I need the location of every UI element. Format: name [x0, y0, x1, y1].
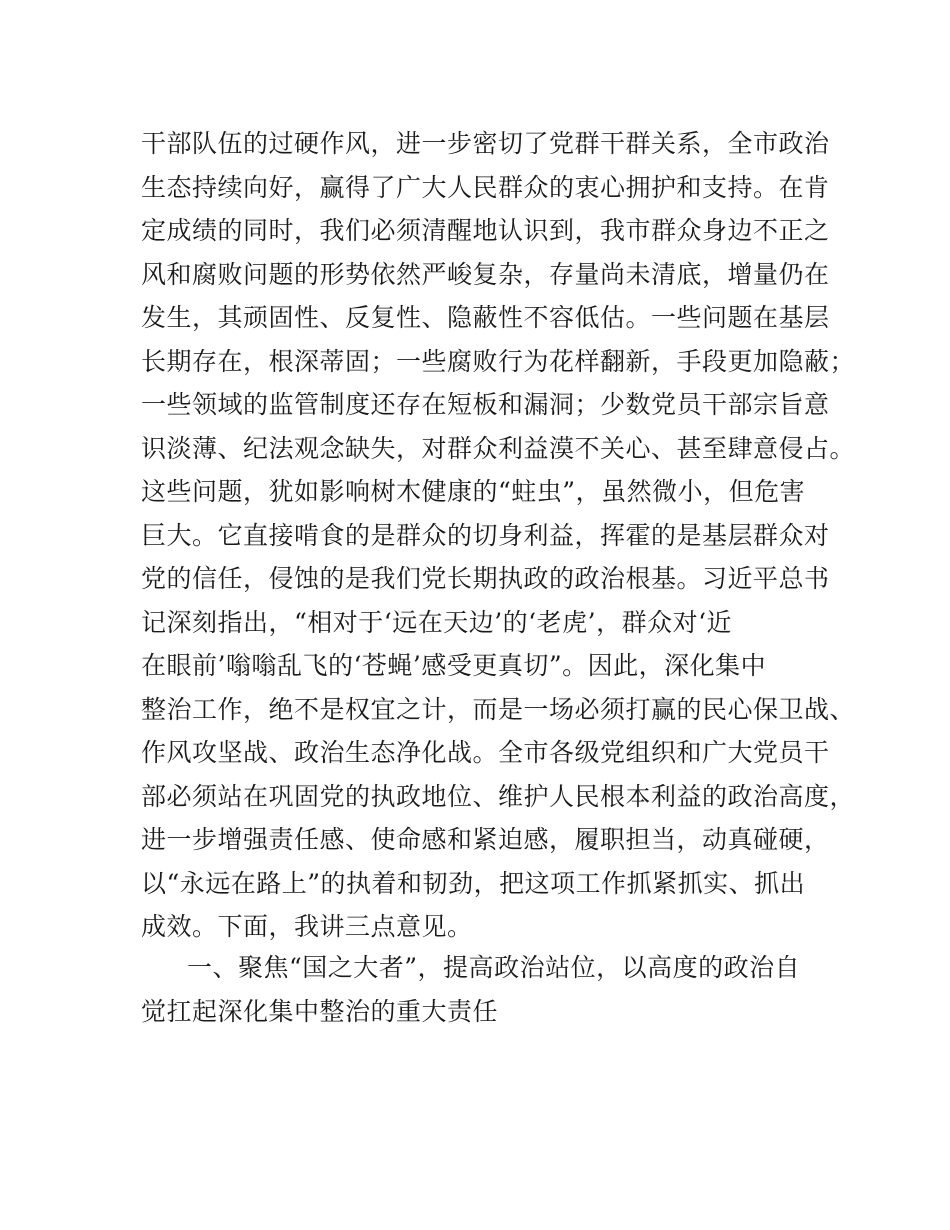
- text-line: 作风攻坚战、政治生态净化战。全市各级党组织和广大党员干: [141, 738, 830, 767]
- text-line: 部必须站在巩固党的执政地位、维护人民根本利益的政治高度，: [141, 781, 856, 811]
- text-line: 在眼前’嗡嗡乱飞的‘苍蝇’感受更真切”。因此，深化集中: [141, 651, 767, 680]
- body-paragraph: [141, 122, 856, 949]
- section-heading: [141, 946, 821, 1033]
- text-line: 进一步增强责任感、使命感和紧迫感，履职担当，动真碰硬，: [141, 825, 830, 854]
- text-line: 长期存在，根深蒂固；一些腐败行为花样翻新，手段更加隐蔽；: [141, 346, 856, 376]
- text-line: 定成绩的同时，我们必须清醒地认识到，我市群众身边不正之: [141, 216, 830, 245]
- text-line: 生态持续向好，赢得了广大人民群众的衷心拥护和支持。在肯: [141, 172, 830, 202]
- heading-line: 觉扛起深化集中整治的重大责任: [141, 996, 499, 1026]
- text-line: 整治工作，绝不是权宜之计，而是一场必须打赢的民心保卫战、: [141, 694, 856, 724]
- heading-line: 一、聚焦“国之大者”，提高政治站位，以高度的政治自: [187, 953, 801, 982]
- text-line: 党的信任，侵蚀的是我们党长期执政的政治根基。习近平总书: [141, 564, 830, 593]
- text-line: 成效。下面，我讲三点意见。: [141, 912, 473, 941]
- text-line: 巨大。它直接啃食的是群众的切身利益，挥霍的是基层群众对: [141, 520, 830, 550]
- text-line: 识淡薄、纪法观念缺失，对群众利益漠不关心、甚至肆意侵占。: [141, 433, 856, 463]
- text-line: 以“永远在路上”的执着和韧劲，把这项工作抓紧抓实、抓出: [141, 868, 806, 898]
- text-line: 风和腐败问题的形势依然严峻复杂，存量尚未清底，增量仍在: [141, 259, 830, 289]
- text-line: 发生，其顽固性、反复性、隐蔽性不容低估。一些问题在基层: [141, 303, 830, 332]
- text-line: 这些问题，犹如影响树木健康的“蛀虫”，虽然微小，但危害: [141, 477, 806, 506]
- text-line: 一些领域的监管制度还存在短板和漏洞；少数党员干部宗旨意: [141, 390, 830, 419]
- text-line: 记深刻指出，“相对于‘远在天边’的‘老虎’，群众对‘近: [141, 607, 733, 637]
- text-line: 干部队伍的过硬作风，进一步密切了党群干群关系，全市政治: [141, 129, 830, 158]
